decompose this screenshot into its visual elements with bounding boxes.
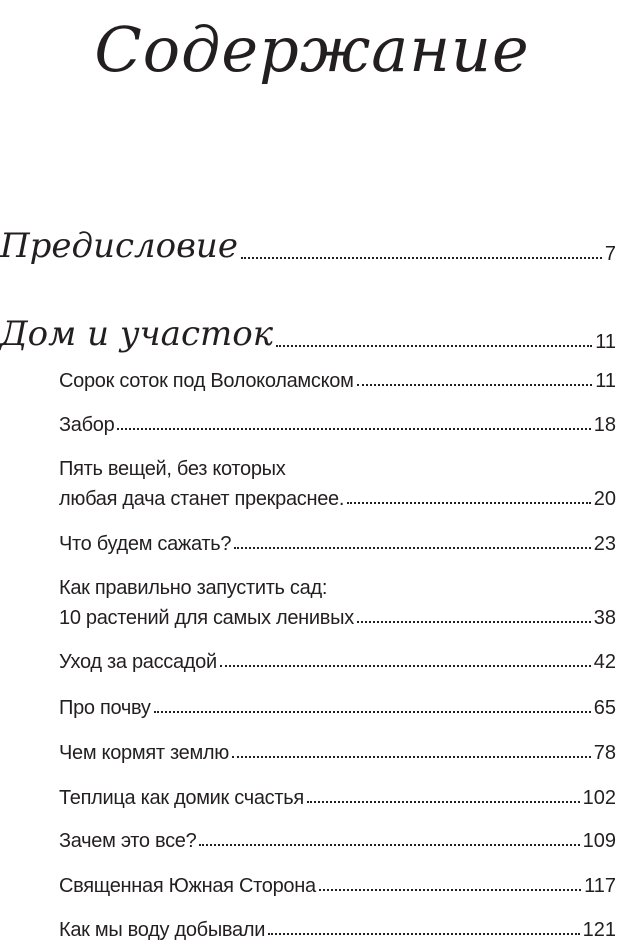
toc-page-number: 18 — [593, 414, 616, 436]
toc-entry[interactable] — [59, 874, 616, 898]
toc-entry[interactable] — [59, 606, 616, 630]
toc-page-number: 102 — [582, 787, 616, 809]
toc-page-number: 117 — [584, 875, 616, 897]
toc-entry-title: Уход за рассадой — [59, 651, 217, 673]
toc-entry[interactable] — [59, 829, 616, 853]
dot-leader — [357, 621, 591, 623]
toc-page-number: 38 — [593, 607, 616, 629]
toc-page-number: 11 — [595, 331, 616, 353]
dot-leader — [268, 933, 580, 935]
toc-page-number: 7 — [604, 243, 616, 265]
toc-entry-title-line1: Пять вещей, без которых — [59, 458, 286, 480]
page-title: Содержание — [94, 13, 530, 86]
dot-leader — [232, 756, 591, 758]
toc-entry-title: Как мы воду добывали — [59, 919, 266, 941]
dot-leader — [241, 257, 602, 259]
toc-entry[interactable] — [59, 650, 616, 674]
toc-entry[interactable] — [59, 741, 616, 765]
toc-entry[interactable] — [59, 532, 616, 556]
toc-entry-title: Что будем сажать? — [59, 533, 232, 555]
toc-entry-title: Сорок соток под Волоколамском — [59, 370, 354, 392]
toc-entry[interactable] — [59, 487, 616, 511]
toc-section-house[interactable] — [0, 314, 616, 354]
dot-leader — [199, 844, 579, 846]
toc-page-number: 78 — [593, 742, 616, 764]
toc-page-number: 109 — [582, 830, 616, 852]
toc-entry-title: Священная Южная Сторона — [59, 875, 316, 897]
dot-leader — [220, 665, 591, 667]
toc-entry-title-line1: Как правильно запустить сад: — [59, 577, 328, 599]
toc-entry-title: любая дача станет прекраснее. — [59, 488, 345, 510]
toc-entry[interactable] — [59, 786, 616, 810]
toc-page-number: 65 — [593, 697, 616, 719]
dot-leader — [117, 428, 590, 430]
dot-leader — [234, 547, 591, 549]
toc-entry[interactable] — [59, 918, 616, 942]
toc-page-number: 23 — [593, 533, 616, 555]
toc-section-title: Предисловие — [0, 226, 238, 266]
toc-entry-title: Зачем это все? — [59, 830, 197, 852]
toc-page-number: 42 — [593, 651, 616, 673]
toc-page-number: 11 — [595, 370, 616, 392]
toc-entry[interactable] — [59, 369, 616, 393]
toc-page-number: 20 — [593, 488, 616, 510]
toc-page-number: 121 — [582, 919, 616, 941]
dot-leader — [307, 801, 580, 803]
toc-entry-title: Забор — [59, 414, 115, 436]
toc-entry-title: Теплица как домик счастья — [59, 787, 304, 809]
toc-entry-title: Про почву — [59, 697, 151, 719]
toc-entry[interactable] — [59, 696, 616, 720]
dot-leader — [357, 384, 593, 386]
toc-section-preface[interactable] — [0, 226, 616, 266]
dot-leader — [347, 502, 591, 504]
dot-leader — [154, 711, 591, 713]
toc-entry-title: 10 растений для самых ленивых — [59, 607, 354, 629]
toc-section-title: Дом и участок — [0, 314, 274, 354]
dot-leader — [319, 889, 581, 891]
toc-entry-title: Чем кормят землю — [59, 742, 229, 764]
dot-leader — [276, 345, 592, 347]
toc-entry[interactable] — [59, 413, 616, 437]
